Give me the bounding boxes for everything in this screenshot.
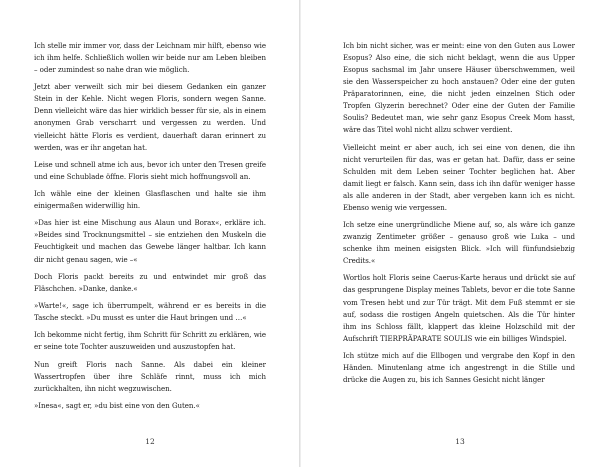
page-number-left: 12 bbox=[145, 437, 155, 446]
page-number-right: 13 bbox=[455, 437, 465, 446]
paragraph: »Warte!«, sage ich überrumpelt, während er es bereits in die Tasche steckt. »Du musst es unter die Haut bringen und …« bbox=[34, 301, 266, 323]
paragraph: Nun greift Floris nach Sanne. Als dabei ein kleiner Wassertropfen über ihre Schläfe rinnt, muss ich mich zurückhalten, ihn nicht wegzuwischen. bbox=[34, 359, 266, 393]
paragraph: Ich stelle mir immer vor, dass der Leichnam mir hilft, ebenso wie ich ihm helfe. Schließlich wollen wir beide nur am Leben bleiben – oder zumindest so nahe dran wie möglich. bbox=[34, 41, 266, 75]
paragraph: Ich bekomme nicht fertig, ihm Schritt für Schritt zu erklären, wie er seine tote Tochter auszuweiden und auszustopfen hat. bbox=[34, 330, 266, 352]
right-page bbox=[343, 40, 575, 440]
paragraph: Ich stütze mich auf die Ellbogen und vergrabe den Kopf in den Händen. Minutenlang atme ich angestrengt in die Stille und drücke die Augen zu, bis ich Sannes Gesicht nicht länger bbox=[343, 350, 575, 384]
paragraph: Vielleicht meint er aber auch, ich sei eine von denen, die ihn nicht verurteilen für das, was er getan hat. Dafür, dass er seine Schulden mit dem Leben seiner Tochter beglichen hat. Aber damit liegt er falsch. Kann sein, dass ich ihn dafür weniger hasse als alle anderen in der Stadt, aber vergeben kann ich es nicht. Ebenso wenig wie vergessen. bbox=[343, 142, 575, 212]
paragraph: »Inesa«, sagt er, »du bist eine von den Guten.« bbox=[34, 400, 200, 410]
paragraph: Ich setze eine unergründliche Miene auf, so, als wäre ich ganze zwanzig Zentimeter größer – genauso groß wie Luka – und schenke ihm meinen eisigsten Blick. »Ich will fünfundsiebzig Credits.« bbox=[343, 220, 575, 266]
book-gutter bbox=[299, 0, 301, 467]
paragraph: Doch Floris packt bereits zu und entwindet mir groß das Fläschchen. »Danke, danke.« bbox=[34, 271, 266, 293]
paragraph: »Das hier ist eine Mischung aus Alaun und Borax«, erkläre ich. »Beides sind Trocknungsmittel – sie entziehen den Muskeln die Feuchtigkeit und machen das Gewebe länger haltbar. Ich kann dir nicht genau sagen, wie –« bbox=[34, 218, 266, 264]
paragraph: Ich bin nicht sicher, was er meint: eine von den Guten aus Lower Esopus? Also eine, die sich nicht beklagt, wenn die aus Upper Esopus sachsmal im Jahr unsere Häuser überschwemmen, weil sie den Wasserspeicher zu hoch anstauen? Oder eine der guten Präparatorinnen, eine, die nicht jeden einzelnen Stich oder Tropfen Glyzerin berechnet? Oder eine der Guten der Familie Soulis? Bedeutet man, wie sehr ganz Esopus Creek Mom hasst, wäre das Titel wohl nicht allzu schwer verdient. bbox=[343, 41, 575, 135]
paragraph: Ich wähle eine der kleinen Glasflaschen und halte sie ihm einigermaßen widerwillig hin. bbox=[34, 189, 266, 211]
paragraph: Wortlos holt Floris seine Caerus-Karte heraus und drückt sie auf das gesprungene Display meines Tablets, bevor er die tote Sanne vom Tresen hebt und zur Tür trägt. Mit dem Fuß stemmt er sie auf, sodass die rostigen Angeln quietschen. Als die Tür hinter ihm ins Schloss fällt, klappert das kleine Holzschild mit der Aufschrift TIERPRÄPARATE SOULIS wie ein billiges Windspiel. bbox=[343, 273, 575, 343]
paragraph: Leise und schnell atme ich aus, bevor ich unter den Tresen greife und eine Schublade öffne. Floris sieht mich hoffnungsvoll an. bbox=[34, 159, 266, 181]
paragraph: Jetzt aber verweilt sich mir bei diesem Gedanken ein ganzer Stein in der Kehle. Nicht wegen Floris, sondern wegen Sanne. Denn vielleicht wäre das hier wirklich besser für sie, als in einem anonymen Grab verscharrt und vergessen zu werden. Und vielleicht hätte Floris es verdient, dauerhaft daran erinnert zu werden, was er ihr angetan hat. bbox=[34, 82, 266, 152]
left-page bbox=[34, 40, 266, 440]
